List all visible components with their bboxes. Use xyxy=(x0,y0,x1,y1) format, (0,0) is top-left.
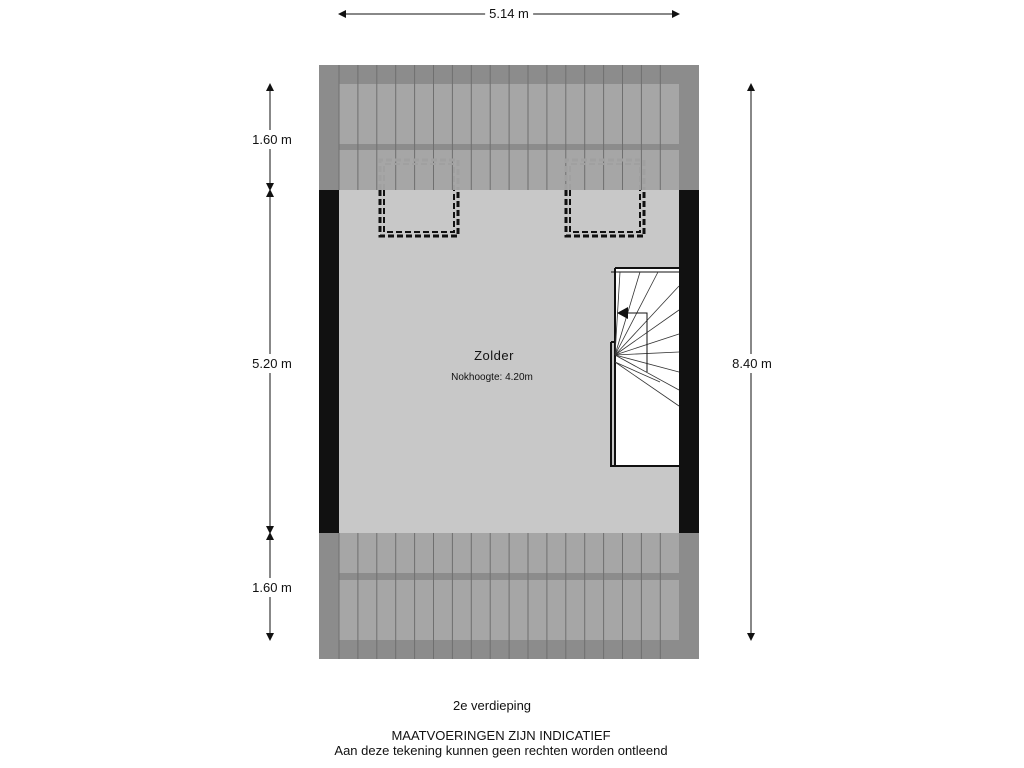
disclaimer-title: MAATVOERINGEN ZIJN INDICATIEF xyxy=(391,728,611,743)
wall-right xyxy=(679,190,699,533)
dim-label-top-width: 5.14 m xyxy=(485,6,533,21)
dim-label-left-middle: 5.20 m xyxy=(252,356,292,371)
dim-label-left-top: 1.60 m xyxy=(252,132,292,147)
room-name: Zolder xyxy=(474,348,514,363)
room-ridge-height: Nokhoogte: 4.20m xyxy=(451,372,533,383)
dim-label-left-bottom: 1.60 m xyxy=(252,580,292,595)
staircase xyxy=(611,268,679,466)
floor-name: 2e verdieping xyxy=(452,698,532,713)
wall-left xyxy=(319,190,339,533)
disclaimer-text: Aan deze tekening kunnen geen rechten worden ontleend xyxy=(334,743,668,758)
dim-label-right-total: 8.40 m xyxy=(732,356,772,371)
